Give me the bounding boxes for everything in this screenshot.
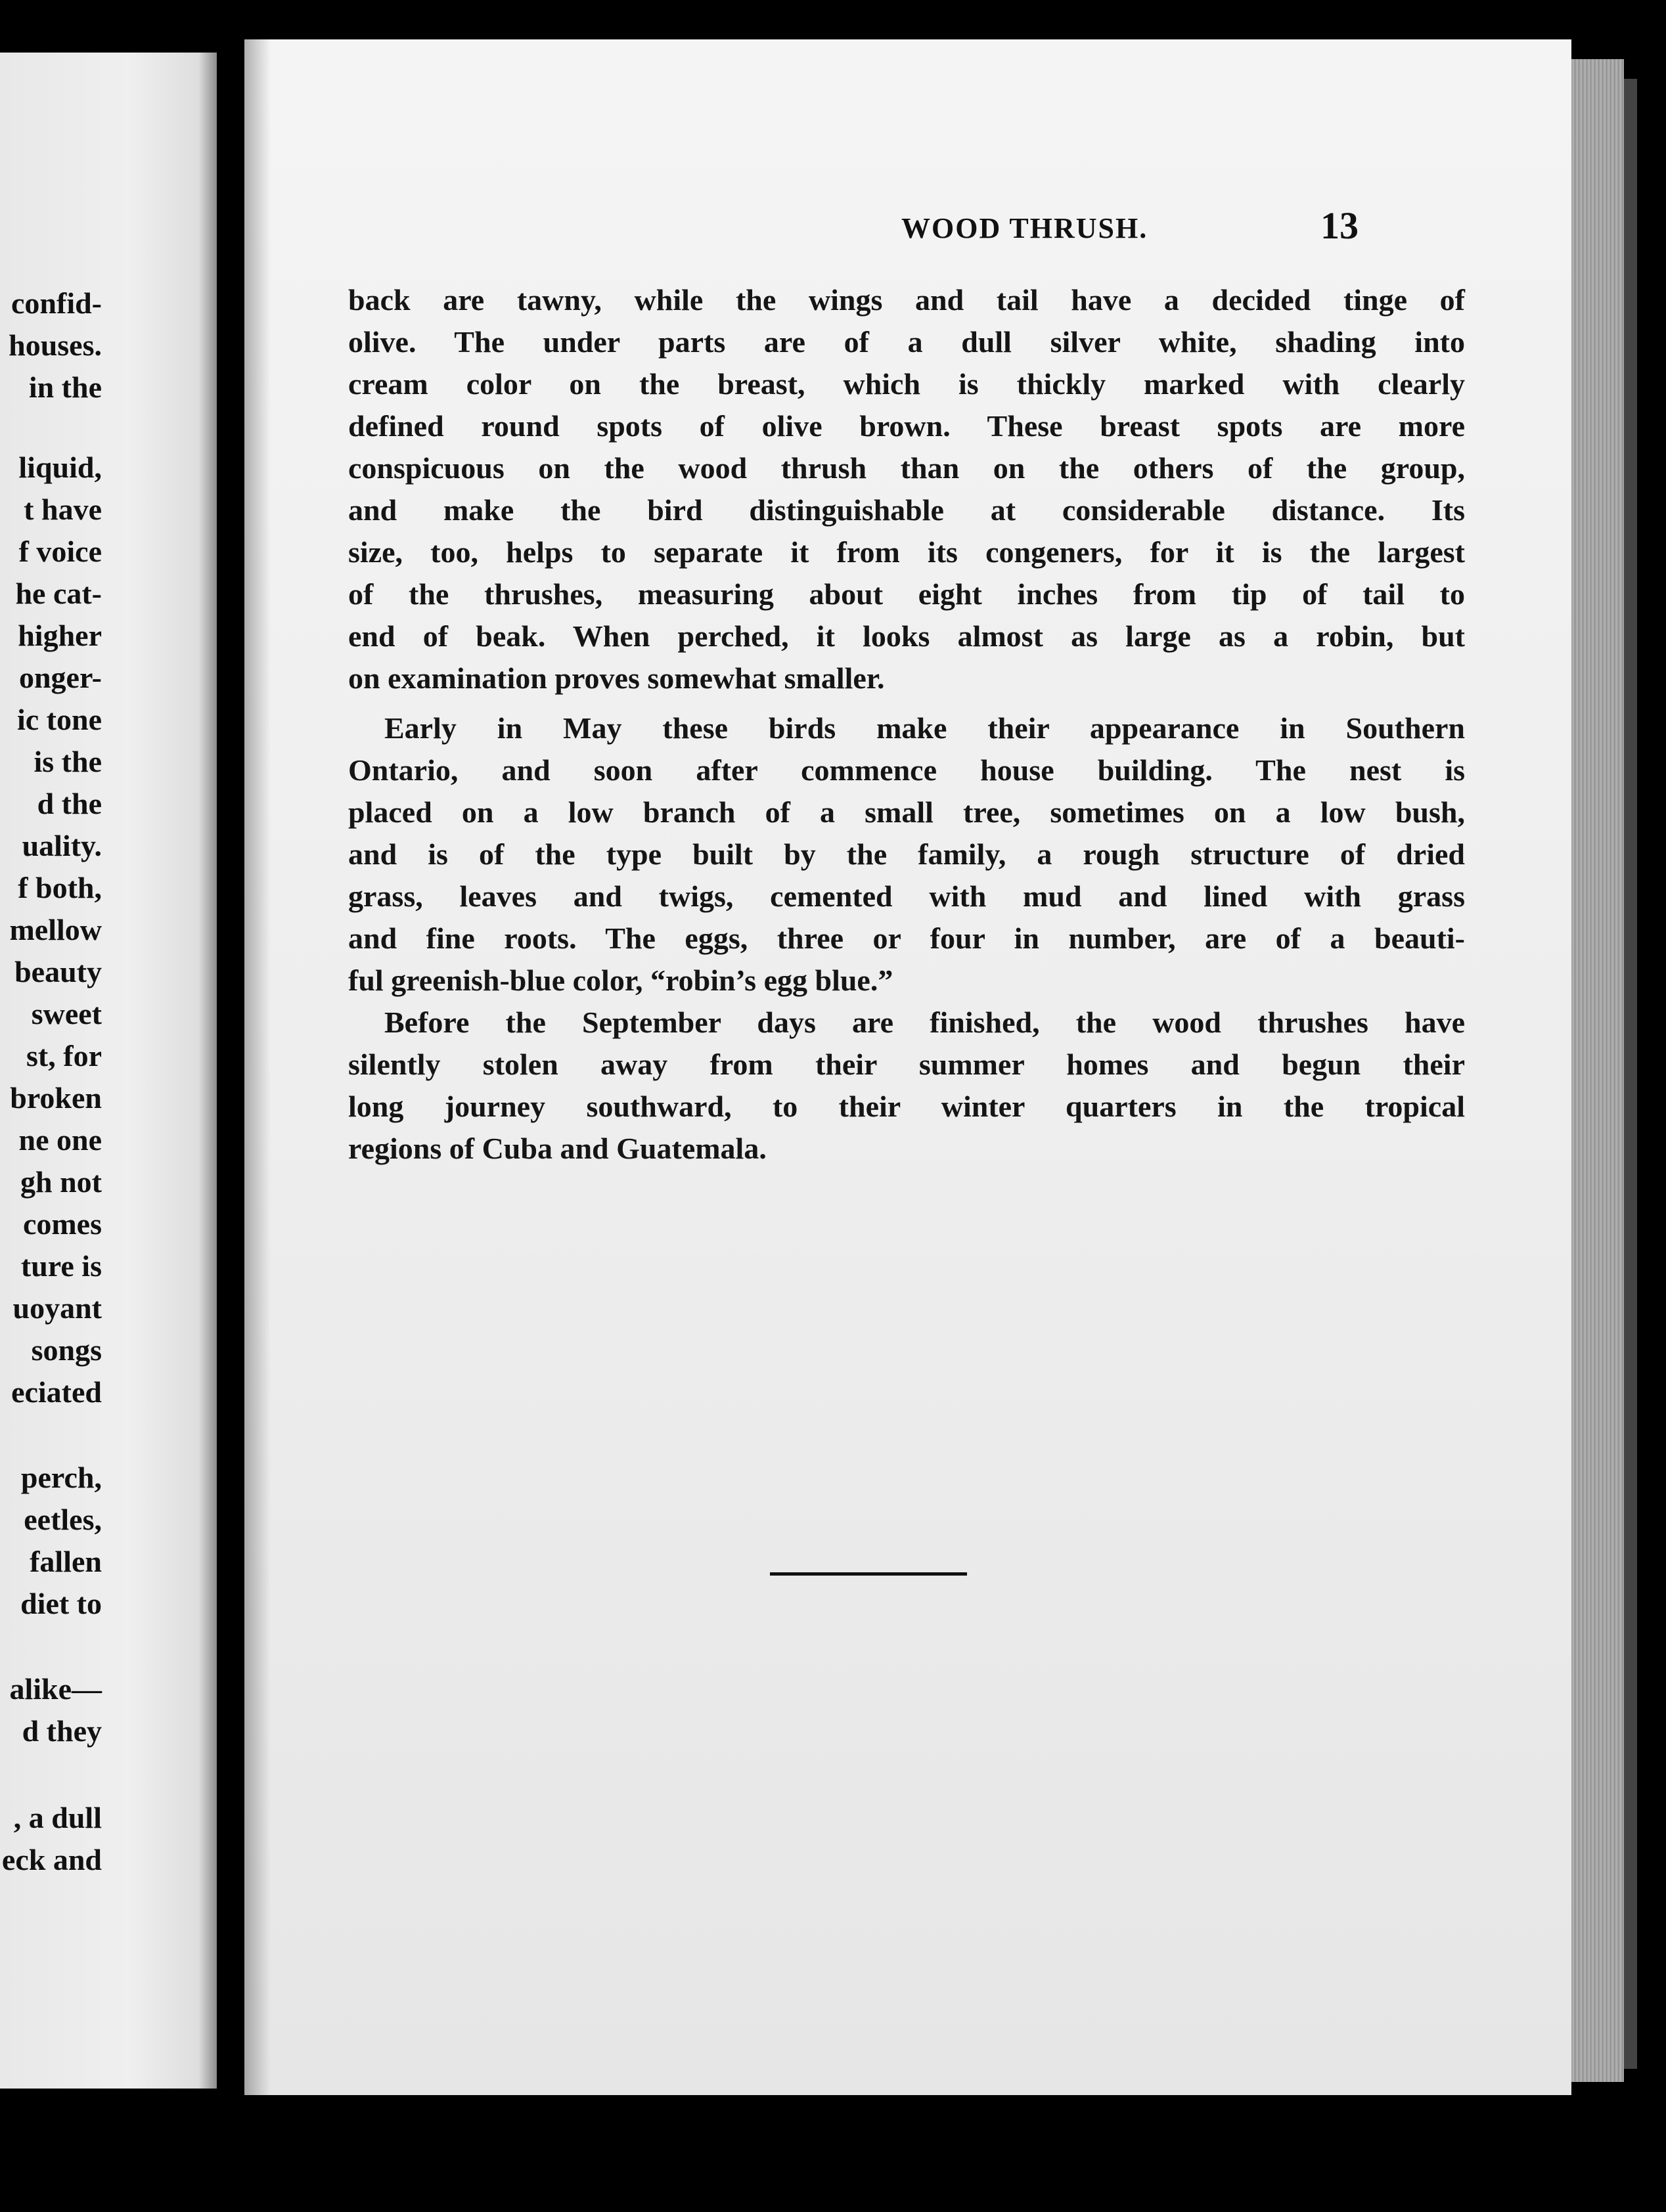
text-line: cream color on the breast, which is thickly marked with clearly	[348, 367, 1465, 401]
left-line: alike—	[9, 1672, 102, 1706]
text-line: grass, leaves and twigs, cemented with mud and lined with grass	[348, 879, 1465, 913]
left-page	[0, 53, 217, 2089]
text-line: regions of Cuba and Guatemala.	[348, 1132, 767, 1165]
left-line: f voice	[18, 535, 102, 568]
left-line: ic tone	[16, 703, 102, 736]
left-line: broken	[10, 1081, 102, 1115]
left-line: eck and	[1, 1843, 102, 1876]
book-page-edges	[1571, 59, 1624, 2082]
left-line: comes	[22, 1207, 102, 1241]
text-line: silently stolen away from their summer homes and begun their	[348, 1048, 1465, 1081]
text-line: long journey southward, to their winter quarters in the tropical	[348, 1090, 1465, 1123]
left-line: fallen	[30, 1545, 102, 1578]
right-page-inner-shadow	[244, 39, 271, 2095]
book-gutter	[217, 39, 244, 2102]
left-line: f both,	[18, 871, 102, 904]
text-line: size, too, helps to separate it from its congeners, for it is the largest	[348, 535, 1465, 569]
text-line: back are tawny, while the wings and tail have a decided tinge of	[348, 283, 1465, 317]
left-line: uoyant	[12, 1291, 102, 1325]
page-number: 13	[1320, 204, 1359, 247]
text-line: and make the bird distinguishable at considerable distance. Its	[348, 493, 1465, 527]
left-line: gh not	[20, 1165, 102, 1199]
left-page-spine-shadow	[198, 53, 217, 2089]
left-line: d the	[37, 787, 102, 820]
left-line: beauty	[14, 955, 102, 988]
left-line: ne one	[18, 1123, 102, 1157]
left-line: he cat-	[15, 577, 102, 610]
text-line: olive. The under parts are of a dull silver white, shading into	[348, 325, 1465, 359]
left-line: st, for	[26, 1039, 102, 1073]
running-head: WOOD THRUSH.	[901, 212, 1148, 244]
section-end-rule	[770, 1572, 967, 1576]
book-cover-edge	[1624, 79, 1637, 2069]
text-line: and is of the type built by the family, a rough structure of dried	[348, 837, 1465, 871]
left-line: mellow	[9, 913, 102, 946]
text-line: placed on a low branch of a small tree, sometimes on a low bush,	[348, 795, 1465, 829]
text-line: defined round spots of olive brown. These breast spots are more	[348, 409, 1465, 443]
text-line: of the thrushes, measuring about eight inches from tip of tail to	[348, 577, 1465, 611]
text-line: and fine roots. The eggs, three or four in number, are of a beauti-	[348, 921, 1465, 955]
left-line: in the	[28, 370, 102, 404]
left-line: eetles,	[24, 1503, 102, 1536]
left-line: onger-	[18, 661, 102, 694]
left-line: liquid,	[18, 451, 102, 484]
right-page	[244, 39, 1571, 2095]
text-line: end of beak. When perched, it looks almost as large as a robin, but	[348, 619, 1465, 653]
left-line: eciated	[11, 1375, 102, 1409]
text-line: conspicuous on the wood thrush than on the others of the group,	[348, 451, 1465, 485]
text-line: Ontario, and soon after commence house building. The nest is	[348, 753, 1465, 787]
left-line: diet to	[20, 1587, 102, 1620]
left-line: is the	[34, 745, 102, 778]
text-line: ful greenish-blue color, “robin’s egg blue.”	[348, 963, 893, 997]
left-line: houses.	[9, 328, 102, 362]
left-line: t have	[24, 493, 102, 526]
text-line: Before the September days are finished, the wood thrushes have	[384, 1006, 1465, 1039]
left-line: songs	[31, 1333, 102, 1367]
left-line: sweet	[31, 997, 102, 1030]
left-line: ture is	[20, 1249, 102, 1283]
left-line: d they	[22, 1714, 102, 1748]
left-line: confid-	[11, 286, 102, 320]
left-line: perch,	[20, 1461, 102, 1494]
text-line: Early in May these birds make their appearance in Southern	[384, 711, 1465, 745]
left-line: higher	[18, 619, 102, 652]
left-line: , a dull	[13, 1801, 102, 1834]
text-line: on examination proves somewhat smaller.	[348, 661, 885, 695]
left-line: uality.	[22, 829, 102, 862]
